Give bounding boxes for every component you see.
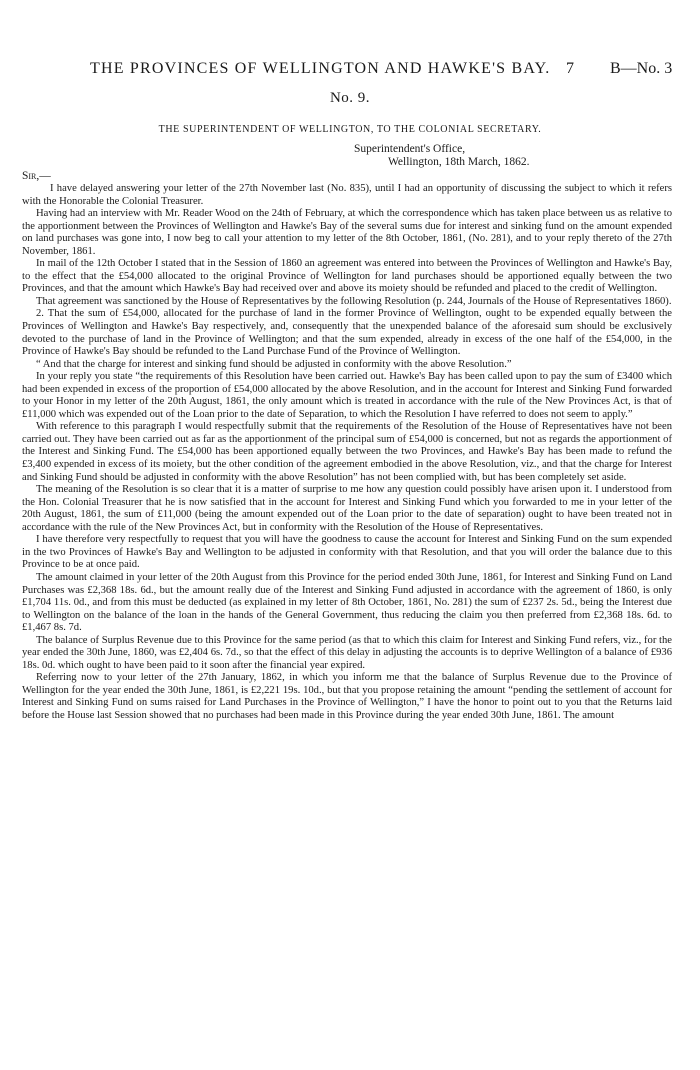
paragraph: The amount claimed in your letter of the 20th August from this Province for the period ended 30th June, 1861, for Interest and Sinking Fund on Land Purchases was £2,368 18s. 6d., but the amount really due of the Interest and Sinking Fund adjusted in accordance with the agreement of 1860, is only £1,704 11s. 0d., and from this must be deducted (as explained in my letter of 8th October, 1861, No. 281) the sum of £237 2s. 5d., being the Interest due to Wellington on the balance of the loan in the hands of the General Government, thus reducing the claim you then preferred from £2,368 18s. 6d. to £1,467 8s. 7d. bbox=[22, 571, 672, 634]
paragraph: In mail of the 12th October I stated that in the Session of 1860 an agreement was entered into between the Provinces of Wellington and Hawke's Bay, to the effect that the £54,000 allocated to the original Province of Wellington for land purchases should be apportioned equally between the two Provinces, and that the amount which Hawke's Bay had received over and above its moiety should be refunded and placed to the credit of Wellington. bbox=[22, 258, 672, 295]
letter-caption: THE SUPERINTENDENT OF WELLINGTON, TO THE COLONIAL SECRETARY. bbox=[158, 124, 542, 135]
paragraph: I have therefore very respectfully to request that you will have the goodness to cause the account for Interest and Sinking Fund on the sum expended in the two Provinces of Hawke's Bay and Wellington to be adjusted in conformity with that Resolution, and that you will order the balance due to this Province to be at once paid. bbox=[22, 534, 672, 571]
paragraph: In your reply you state “the requirements of this Resolution have been carried out. Hawke's Bay has been called upon to pay the sum of £3400 which had been expended in excess of the proportion of £54,000 allocated by the above Resolution, and in the account for Interest and Sinking Fund forwarded to your Honor in my letter of the 20th August, 1861, the only amount which is treated in accordance with the rule of the New Provinces Act, is that of £11,000 which was expended out of the Loan prior to the date of Separation, to which the Resolution I have referred to does not seem to apply.” bbox=[22, 371, 672, 420]
letter-body bbox=[22, 183, 672, 723]
paper-reference: B—No. 3 bbox=[610, 60, 673, 77]
paragraph: The meaning of the Resolution is so clear that it is a matter of surprise to me how any question could possibly have arisen upon it. I understood from the Hon. Colonial Treasurer that he is now satisfied that in the account for Interest and Sinking Fund which you forwarded to me in your letter of the 20th August, 1861, the sum of £11,000 (being the amount expended out of the Loan prior to the date of separation) ought to have been treated not in accordance with the rule of the New Provinces Act, but in conformity with the Resolution of the House of Representatives. bbox=[22, 484, 672, 533]
paragraph: I have delayed answering your letter of the 27th November last (No. 835), until I had an opportunity of discussing the subject to which it refers with the Honorable the Colonial Treasurer. bbox=[22, 183, 672, 207]
page-number: 7 bbox=[566, 60, 574, 77]
paragraph: The balance of Surplus Revenue due to this Province for the same period (as that to which this claim for Interest and Sinking Fund refers, viz., for the year ended the 30th June, 1860, was £2,404 6s. 7d., so that the effect of this delay in adjusting the accounts is to deprive Wellington of a balance of £936 18s. 0d. which ought to have been paid to it soon after the financial year expired. bbox=[22, 634, 672, 671]
paragraph: Having had an interview with Mr. Reader Wood on the 24th of February, at which the correspondence which has taken place between us as relative to the apportionment between the Provinces of Wellington and Hawke's Bay of the several sums due for interest and sinking fund on the amount expended on land purchases was gone into, I now beg to call your attention to my letter of the 8th October, 1861, (No. 281), and to your reply thereto of the 27th November, 1861. bbox=[22, 208, 672, 257]
running-title: THE PROVINCES OF WELLINGTON AND HAWKE'S BAY. bbox=[90, 60, 551, 77]
paragraph: With reference to this paragraph I would respectfully submit that the requirements of the Resolution of the House of Representatives have not been carried out. They have been carried out as far as the apportionment of the principal sum of £54,000 is concerned, but not as regards the apportionment of the Interest and Sinking Fund. The £54,000 has been apportioned equally between the two Provinces, and Hawke's Bay has been made to refund the £3,400 expended in excess of its moiety, but the other condition of the agreement embodied in the above Resolution, viz., and that the charge for Interest and Sinking Fund should be adjusted in conformity with the above Resolution” has not been complied with, but has been completely set aside. bbox=[22, 421, 672, 483]
paragraph: Referring now to your letter of the 27th January, 1862, in which you inform me that the balance of Surplus Revenue due to the Province of Wellington for the year ended the 30th June, 1861, is £2,221 19s. 10d., but that you propose retaining the amount “pending the settlement of account for Interest and Sinking Fund on sums raised for Land Purchases in the Province of Wellington,” I have the honor to point out to you that the Returns laid before the House last Session showed that no purchases had been made in this Province during the year ended 30th June, 1861. The amount bbox=[22, 672, 672, 721]
sender-office: Superintendent's Office, bbox=[354, 143, 466, 155]
letter-dateline: Wellington, 18th March, 1862. bbox=[388, 156, 530, 168]
page-header bbox=[0, 60, 700, 82]
paragraph: 2. That the sum of £54,000, allocated for the purchase of land in the former Province of Wellington, ought to be expended equally between the Provinces of Wellington and Hawke's Bay respectively, and, consequently that the unexpended balance of the aforesaid sum should be exclusively devoted to the purchase of land in the Province of Wellington; and that the sum expended, already in excess of the one half of the £54,000, in the Province of Hawke's Bay should be refunded to the Land Purchase Fund of the Province of Wellington. bbox=[22, 308, 672, 358]
document-number: No. 9. bbox=[329, 90, 371, 106]
paragraph: That agreement was sanctioned by the House of Representatives by the following Resolution (p. 244, Journals of the House of Representatives 1860). bbox=[36, 295, 672, 307]
salutation: Sir,— bbox=[22, 170, 51, 182]
paragraph: “ And that the charge for interest and sinking fund should be adjusted in conformity with the above Resolution.” bbox=[36, 358, 512, 370]
